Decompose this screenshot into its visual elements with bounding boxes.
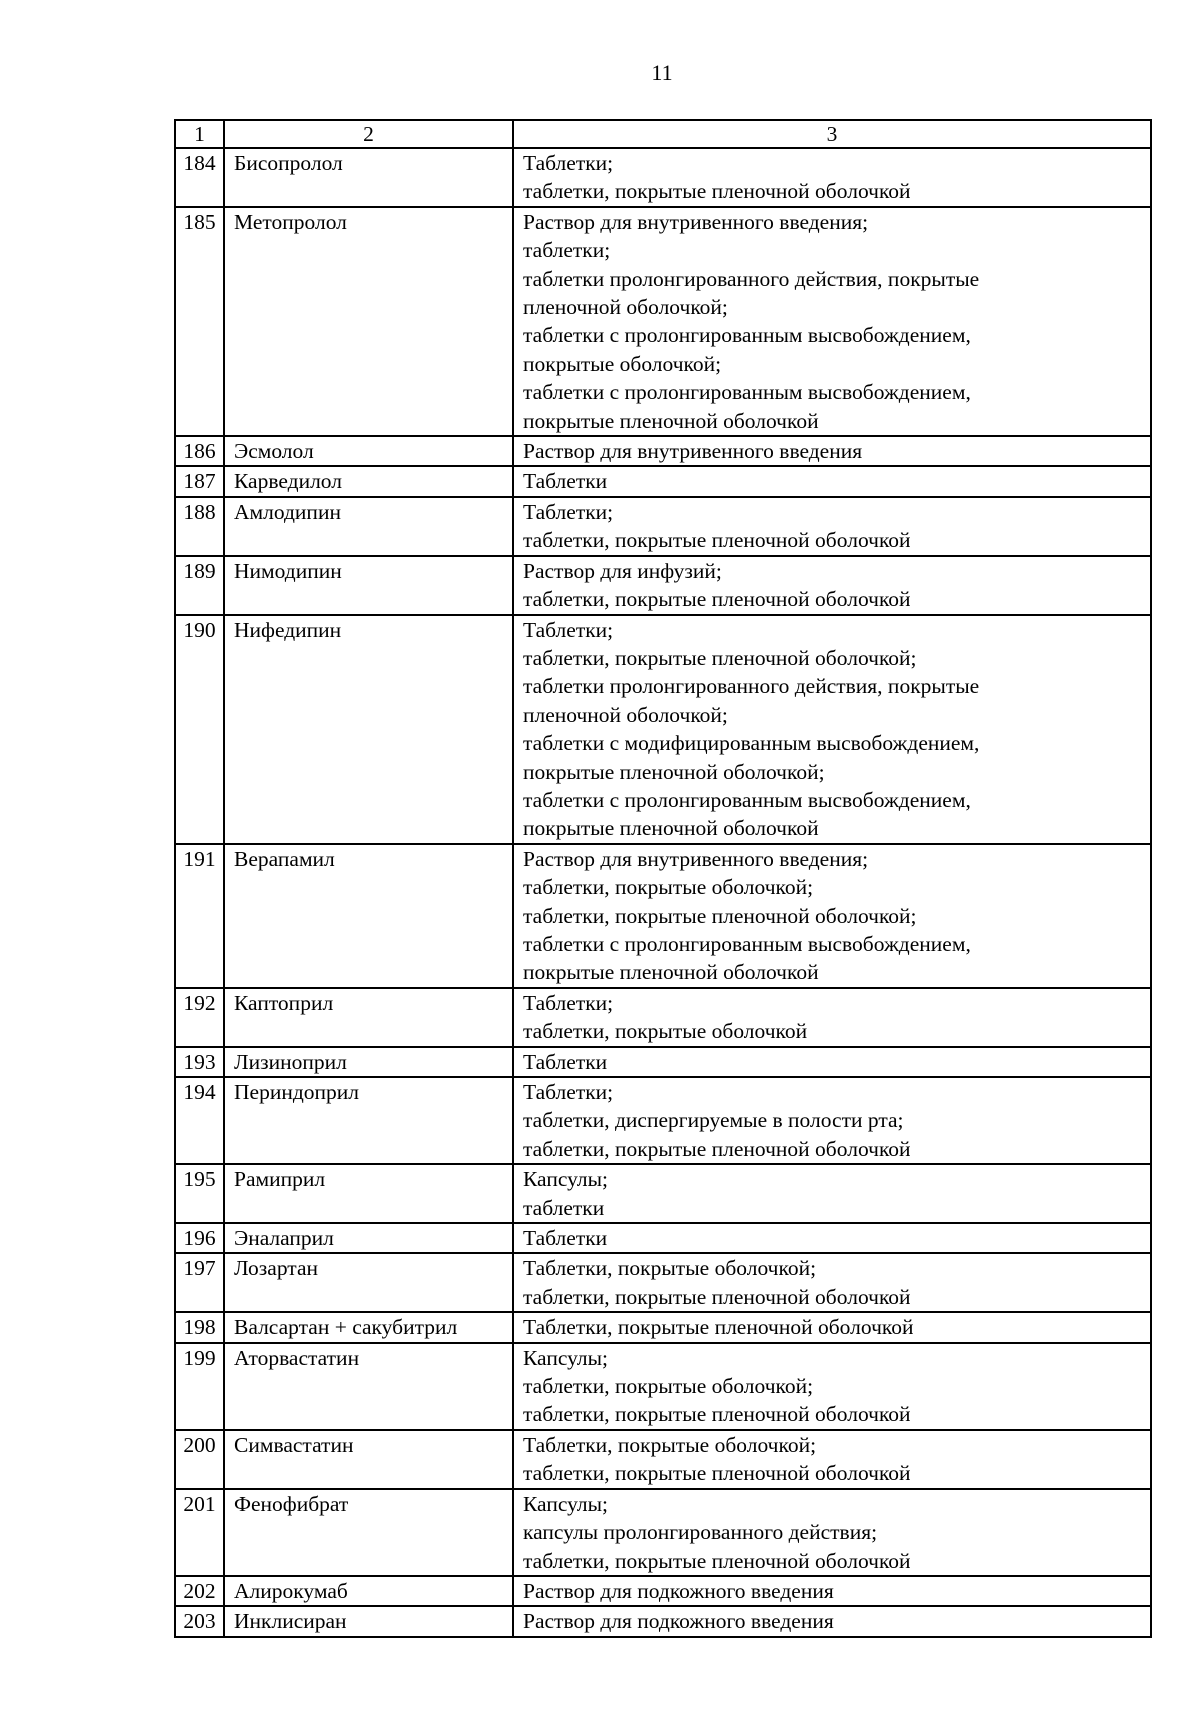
dosage-form-line: таблетки с пролонгированным высвобождением, [523, 931, 971, 956]
row-number-cell: 189 [175, 556, 224, 615]
row-number-cell: 187 [175, 466, 224, 496]
dosage-form-line: Раствор для внутривенного введения; [523, 209, 869, 234]
row-number-cell: 186 [175, 436, 224, 466]
dosage-form-line: покрытые оболочкой; [523, 351, 722, 376]
dosage-form-line: Таблетки; [523, 1080, 614, 1104]
dosage-form-line: покрытые пленочной оболочкой [523, 960, 819, 985]
drug-name-cell: Лозартан [224, 1253, 513, 1312]
dosage-form-line: Таблетки [523, 1049, 608, 1074]
dosage-forms-cell [513, 1047, 1151, 1077]
row-number-cell: 190 [175, 615, 224, 844]
page-number: 11 [651, 60, 673, 85]
table-row [175, 844, 1151, 988]
dosage-form-line: таблетки, покрытые оболочкой; [523, 875, 814, 900]
drug-name-cell: Рамиприл [224, 1164, 513, 1223]
row-number-cell: 185 [175, 207, 224, 436]
dosage-form-line: капсулы пролонгированного действия; [523, 1520, 878, 1545]
row-number-cell: 184 [175, 148, 224, 207]
row-number-cell: 193 [175, 1047, 224, 1077]
dosage-forms-cell [513, 436, 1151, 466]
table-row [175, 148, 1151, 207]
drug-name-cell: Метопролол [224, 207, 513, 436]
dosage-forms-cell [513, 148, 1151, 207]
table-row [175, 1343, 1151, 1430]
drug-name-cell: Эсмолол [224, 436, 513, 466]
dosage-form-line: таблетки с пролонгированным высвобождением, [523, 323, 971, 348]
dosage-form-line: таблетки [523, 1195, 605, 1220]
dosage-form-line: Таблетки, покрытые оболочкой; [523, 1256, 817, 1281]
dosage-forms-cell [513, 1606, 1151, 1636]
table-header-row [175, 120, 1151, 148]
row-number-cell: 191 [175, 844, 224, 988]
drug-name-cell: Нимодипин [224, 556, 513, 615]
dosage-form-line: таблетки, покрытые пленочной оболочкой [523, 587, 911, 612]
dosage-form-line: таблетки, покрытые оболочкой; [523, 1374, 814, 1399]
dosage-form-line: таблетки, покрытые пленочной оболочкой [523, 1284, 911, 1309]
dosage-forms-cell [513, 1077, 1151, 1164]
table-row [175, 466, 1151, 496]
row-number-cell: 198 [175, 1312, 224, 1342]
dosage-form-line: Таблетки, покрытые пленочной оболочкой [523, 1315, 914, 1340]
dosage-form-line: Раствор для инфузий; [523, 558, 722, 583]
table-row [175, 1576, 1151, 1606]
table-row [175, 1489, 1151, 1576]
drug-name-cell: Инклисиран [224, 1606, 513, 1636]
dosage-form-line: таблетки с модифицированным высвобождением, [523, 731, 980, 756]
dosage-form-line: пленочной оболочкой; [523, 702, 728, 727]
row-number-cell: 194 [175, 1077, 224, 1164]
dosage-form-line: Капсулы; [523, 1491, 609, 1516]
drug-name-cell: Бисопролол [224, 148, 513, 207]
row-number-cell: 197 [175, 1253, 224, 1312]
drug-name-cell: Верапамил [224, 844, 513, 988]
dosage-form-line: таблетки пролонгированного действия, покрытые [523, 266, 980, 291]
dosage-forms-cell [513, 1223, 1151, 1253]
dosage-form-line: Таблетки [523, 469, 608, 494]
dosage-form-line: Таблетки; [523, 617, 614, 642]
dosage-forms-cell [513, 615, 1151, 844]
table-row [175, 1312, 1151, 1342]
dosage-forms-cell [513, 1430, 1151, 1489]
row-number-cell: 188 [175, 497, 224, 556]
dosage-forms-cell [513, 1164, 1151, 1223]
drug-name-cell: Фенофибрат [224, 1489, 513, 1576]
dosage-forms-cell [513, 466, 1151, 496]
dosage-form-line: таблетки, покрытые пленочной оболочкой [523, 179, 911, 204]
dosage-forms-cell [513, 1343, 1151, 1430]
dosage-forms-cell [513, 497, 1151, 556]
dosage-form-line: Капсулы; [523, 1345, 609, 1370]
table-row [175, 436, 1151, 466]
dosage-form-line: таблетки, покрытые пленочной оболочкой [523, 1402, 911, 1427]
drug-name-cell: Симвастатин [224, 1430, 513, 1489]
dosage-form-line: Таблетки; [523, 990, 614, 1015]
table-row [175, 1606, 1151, 1636]
dosage-forms-cell [513, 556, 1151, 615]
drug-name-cell: Аторвастатин [224, 1343, 513, 1430]
row-number-cell: 199 [175, 1343, 224, 1430]
dosage-form-line: Раствор для внутривенного введения [523, 439, 863, 464]
dosage-form-line: покрытые пленочной оболочкой; [523, 759, 825, 784]
dosage-form-line: покрытые пленочной оболочкой [523, 408, 819, 433]
table-row [175, 207, 1151, 436]
table-row [175, 1077, 1151, 1164]
row-number-cell: 195 [175, 1164, 224, 1223]
table-row [175, 556, 1151, 615]
dosage-form-line: Таблетки [523, 1226, 608, 1251]
row-number-cell: 201 [175, 1489, 224, 1576]
drug-name-cell: Валсартан + сакубитрил [224, 1312, 513, 1342]
column-header-number: 1 [175, 120, 224, 148]
row-number-cell: 200 [175, 1430, 224, 1489]
drug-name-cell: Каптоприл [224, 988, 513, 1047]
table-row [175, 1047, 1151, 1077]
drug-name-cell: Амлодипин [224, 497, 513, 556]
table-row [175, 988, 1151, 1047]
dosage-forms-cell [513, 1312, 1151, 1342]
dosage-form-line: Раствор для подкожного введения [523, 1578, 834, 1603]
dosage-form-line: таблетки с пролонгированным высвобождением, [523, 380, 971, 405]
dosage-form-line: таблетки, покрытые пленочной оболочкой; [523, 903, 917, 928]
dosage-form-line: Капсулы; [523, 1167, 609, 1192]
dosage-form-line: Раствор для подкожного введения [523, 1609, 834, 1634]
dosage-form-line: Таблетки, покрытые оболочкой; [523, 1432, 817, 1457]
table-row [175, 615, 1151, 844]
dosage-forms-cell [513, 1576, 1151, 1606]
row-number-cell: 203 [175, 1606, 224, 1636]
dosage-form-line: таблетки, покрытые пленочной оболочкой; [523, 645, 917, 670]
column-header-forms: 3 [513, 120, 1151, 148]
row-number-cell: 202 [175, 1576, 224, 1606]
drug-name-cell: Лизиноприл [224, 1047, 513, 1077]
dosage-form-line: таблетки, покрытые пленочной оболочкой [523, 1548, 911, 1573]
dosage-form-line: Таблетки; [523, 499, 614, 524]
dosage-form-line: таблетки; [523, 238, 611, 263]
drug-name-cell: Периндоприл [224, 1077, 513, 1164]
dosage-form-line: покрытые пленочной оболочкой [523, 816, 819, 841]
dosage-forms-cell [513, 844, 1151, 988]
table-row [175, 1164, 1151, 1223]
dosage-form-line: Раствор для внутривенного введения; [523, 846, 869, 871]
dosage-form-line: пленочной оболочкой; [523, 295, 728, 320]
dosage-form-line: таблетки, покрытые оболочкой [523, 1019, 808, 1044]
row-number-cell: 196 [175, 1223, 224, 1253]
dosage-form-line: таблетки пролонгированного действия, покрытые [523, 674, 980, 699]
dosage-forms-cell [513, 207, 1151, 436]
table-row [175, 1253, 1151, 1312]
dosage-form-line: таблетки с пролонгированным высвобождением, [523, 787, 971, 812]
drug-name-cell: Алирокумаб [224, 1576, 513, 1606]
column-header-name: 2 [224, 120, 513, 148]
table-body [175, 148, 1151, 1637]
dosage-forms-cell [513, 1253, 1151, 1312]
dosage-form-line: таблетки, покрытые пленочной оболочкой [523, 528, 911, 553]
dosage-forms-cell [513, 988, 1151, 1047]
table-row [175, 1223, 1151, 1253]
drug-name-cell: Нифедипин [224, 615, 513, 844]
row-number-cell: 192 [175, 988, 224, 1047]
dosage-form-line: таблетки, покрытые пленочной оболочкой [523, 1136, 911, 1161]
drug-table [174, 119, 1152, 1638]
dosage-form-line: Таблетки; [523, 151, 614, 175]
drug-name-cell: Карведилол [224, 466, 513, 496]
dosage-forms-cell [513, 1489, 1151, 1576]
table-row [175, 1430, 1151, 1489]
table-row [175, 497, 1151, 556]
dosage-form-line: таблетки, покрытые пленочной оболочкой [523, 1461, 911, 1486]
drug-name-cell: Эналаприл [224, 1223, 513, 1253]
dosage-form-line: таблетки, диспергируемые в полости рта; [523, 1108, 904, 1133]
